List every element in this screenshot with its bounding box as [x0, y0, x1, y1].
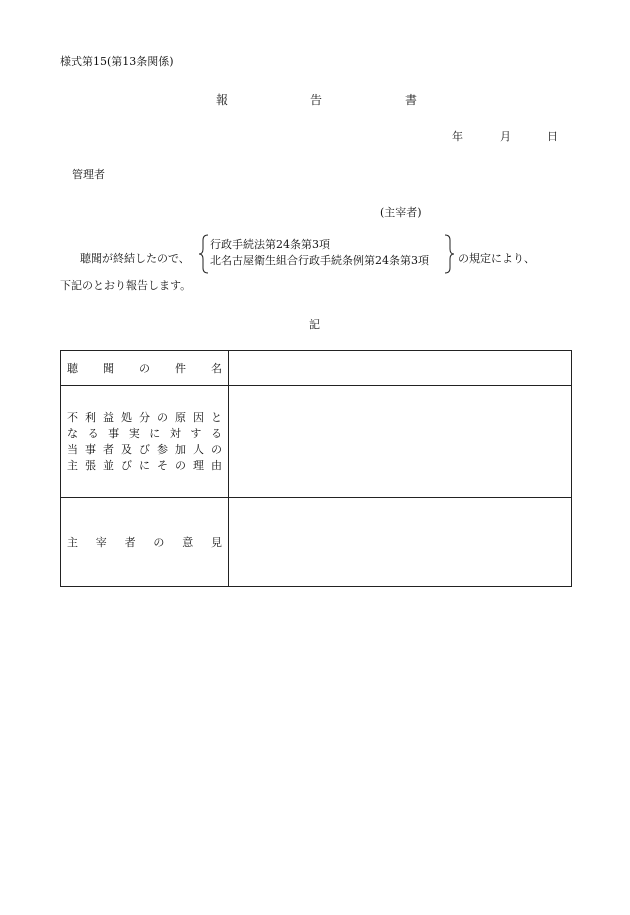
label-line	[67, 458, 222, 474]
label-char: る	[210, 426, 222, 440]
label-char: 件	[175, 362, 186, 375]
label-char: 人	[193, 442, 204, 456]
manager-label: 管理者	[72, 168, 105, 181]
hearing-subject-label	[61, 351, 229, 386]
title-char-3: 書	[405, 93, 418, 107]
label-char: な	[67, 426, 78, 440]
label-char: そ	[157, 458, 168, 472]
label-char: の	[211, 442, 222, 456]
claims-value[interactable]	[229, 386, 572, 498]
label-char: 不	[67, 410, 78, 424]
hearing-subject-value[interactable]	[229, 351, 572, 386]
label-char: る	[87, 426, 99, 440]
outro-text: の規定により、	[458, 252, 535, 265]
label-char: の	[175, 458, 186, 472]
presider-opinion-value[interactable]	[229, 498, 572, 587]
label-char: に	[139, 458, 150, 472]
label-char: 宰	[95, 536, 107, 549]
presider-label: (主宰者)	[380, 206, 422, 219]
label-char: 当	[67, 442, 78, 456]
label-line	[67, 426, 222, 442]
label-char: 者	[124, 536, 136, 549]
label-char: の	[139, 362, 150, 375]
ki-heading: 記	[309, 318, 320, 331]
date-day-label: 日	[547, 130, 558, 143]
label-char: 名	[211, 362, 222, 375]
label-char: 処	[121, 410, 132, 424]
label-char: 実	[128, 426, 140, 440]
date-month-label: 月	[500, 130, 511, 143]
label-char: 対	[169, 426, 181, 440]
label-char: す	[190, 426, 202, 440]
right-brace-icon	[443, 234, 455, 274]
report-statement: 下記のとおり報告します。	[60, 279, 192, 292]
date-year-label: 年	[452, 130, 463, 143]
label-char: 聴	[67, 362, 78, 375]
label-line	[67, 442, 222, 458]
label-char: 張	[85, 458, 96, 472]
label-char: 主	[67, 458, 78, 472]
law-item: 行政手続法第24条第3項	[210, 238, 330, 251]
report-table	[60, 350, 572, 587]
left-brace-icon	[198, 234, 210, 274]
law-item: 北名古屋衛生組合行政手続条例第24条第3項	[210, 254, 429, 267]
presider-opinion-label	[61, 498, 229, 587]
title-char-1: 報	[216, 93, 229, 107]
label-char: 由	[211, 458, 222, 472]
label-char: に	[149, 426, 161, 440]
label-char: 聞	[103, 362, 114, 375]
label-char: 事	[108, 426, 120, 440]
label-char: と	[211, 410, 222, 424]
label-char: 原	[175, 410, 186, 424]
label-char: 主	[67, 536, 78, 549]
claims-label	[61, 386, 229, 498]
label-char: 並	[103, 458, 114, 472]
label-char: の	[157, 410, 168, 424]
label-char: 理	[193, 458, 204, 472]
law-list	[210, 237, 429, 269]
label-char: 益	[103, 410, 114, 424]
form-number: 様式第15(第13条関係)	[60, 55, 174, 68]
title-char-2: 告	[310, 93, 323, 107]
label-char: 分	[139, 410, 150, 424]
label-char: の	[153, 536, 165, 549]
label-char: 因	[193, 410, 204, 424]
label-char: 者	[103, 442, 114, 456]
label-char: 事	[85, 442, 96, 456]
label-char: 及	[121, 442, 132, 456]
label-char: び	[121, 458, 132, 472]
label-char: 利	[85, 410, 96, 424]
label-char: 意	[182, 536, 194, 549]
label-line	[67, 410, 222, 426]
label-char: 加	[175, 442, 186, 456]
label-char: び	[139, 442, 150, 456]
label-char: 参	[157, 442, 168, 456]
intro-text: 聴聞が終結したので、	[80, 252, 190, 265]
label-char: 見	[210, 536, 222, 549]
